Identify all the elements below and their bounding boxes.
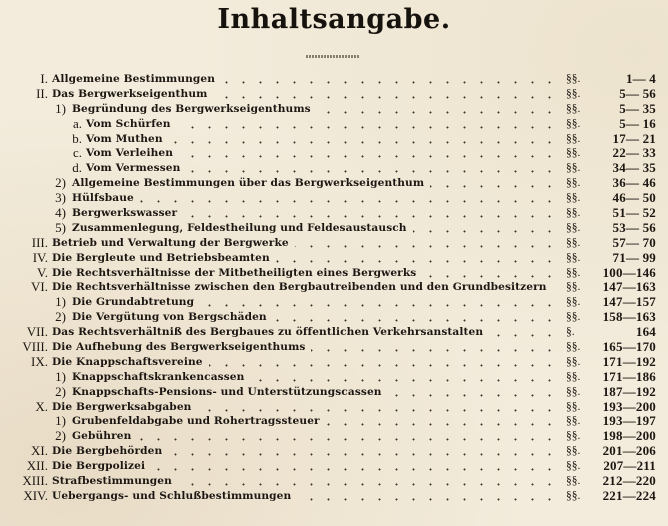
entry-title: Vom Muthen [86, 132, 163, 145]
section-sign: §§. [566, 117, 581, 130]
toc-entry [0, 444, 668, 459]
section-range: 201—206 [602, 443, 656, 459]
dot-leader [197, 400, 560, 415]
toc-entry [0, 206, 668, 221]
entry-number: XI. [31, 443, 48, 459]
entry-title: Die Knappschaftsvereine [52, 355, 203, 368]
entry-number: 5) [55, 219, 66, 235]
dot-leader [200, 295, 560, 310]
section-sign: §§. [566, 475, 581, 488]
entry-title: Grubenfeldabgabe und Rohertragssteuer [72, 415, 320, 428]
toc-entry [0, 221, 668, 236]
section-sign: §§. [566, 102, 581, 115]
dot-leader [186, 161, 560, 176]
entry-title: Das Bergwerkseigenthum [52, 87, 208, 100]
entry-title: Die Grundabtretung [72, 296, 195, 309]
entry-number: XII. [26, 458, 48, 474]
toc-entry [0, 385, 668, 400]
dot-leader [273, 310, 560, 325]
section-sign: §§. [566, 281, 581, 294]
entry-number: VIII. [22, 339, 48, 355]
entry-number: III. [31, 234, 48, 250]
toc-entry [0, 191, 668, 206]
dot-leader [326, 414, 560, 429]
toc-entry [0, 251, 668, 266]
section-range: 221—224 [602, 487, 656, 503]
dot-leader [221, 72, 560, 87]
toc-entry [0, 161, 668, 176]
entry-number: 1) [55, 294, 66, 310]
section-range: 147—163 [602, 279, 656, 295]
section-range: 100—146 [602, 264, 656, 280]
entry-title: Das Rechtsverhältniß des Bergbaues zu öffentlichen Verkehrsanstalten [52, 326, 484, 339]
section-sign: §§. [566, 132, 581, 145]
entry-title: Die Bergbehörden [52, 445, 163, 458]
section-range: 36— 46 [612, 175, 656, 191]
section-range: 1— 4 [625, 71, 656, 86]
dot-leader [137, 429, 560, 444]
dot-leader [553, 280, 560, 295]
entry-number: IX. [31, 353, 48, 369]
toc-entry [0, 400, 668, 415]
entry-title: Die Rechtsverhältnisse der Mitbetheiligten eines Bergwerks [52, 266, 417, 279]
toc-entry [0, 459, 668, 474]
dot-leader [177, 117, 560, 132]
entry-title: Vom Vermessen [86, 162, 181, 175]
entry-title: Die Bergwerksabgaben [52, 400, 192, 413]
section-range: 198—200 [602, 428, 656, 444]
entry-number: 1) [55, 413, 66, 429]
entry-title: Betrieb und Verwaltung der Bergwerke [52, 236, 289, 249]
entry-number: II. [36, 85, 48, 101]
section-range: 17— 21 [612, 130, 656, 146]
toc-entry [0, 87, 668, 102]
section-sign: §§. [566, 355, 581, 368]
dot-leader [169, 132, 560, 147]
dot-leader [413, 221, 560, 236]
entry-title: Allgemeine Bestimmungen über das Bergwerkseigenthum [72, 177, 425, 190]
section-range: 5— 35 [619, 100, 656, 116]
entry-title: Die Bergpolizei [52, 460, 146, 473]
section-sign: §§. [566, 251, 581, 264]
entry-title: Vom Schürfen [86, 117, 171, 130]
section-sign: §§. [566, 311, 581, 324]
entry-number: XIV. [23, 487, 48, 503]
entry-title: Bergwerkswasser [72, 207, 178, 220]
toc-entry [0, 295, 668, 310]
entry-title: Begründung des Bergwerkseigenthums [72, 102, 311, 115]
entry-title: Hülfsbaue [72, 192, 134, 205]
dot-leader [276, 251, 560, 266]
dot-leader [430, 176, 560, 191]
section-sign: §§. [566, 445, 581, 458]
section-sign: §§. [566, 236, 581, 249]
dot-leader [179, 146, 560, 161]
entry-number: 2) [55, 428, 66, 444]
toc-entry [0, 236, 668, 251]
section-range: 158—163 [602, 309, 656, 325]
section-sign: §§. [566, 385, 581, 398]
section-range: 5— 16 [619, 115, 656, 131]
toc-entry [0, 266, 668, 281]
toc-entry [0, 280, 668, 295]
toc-entry [0, 132, 668, 147]
toc-entry [0, 370, 668, 385]
entry-title: Die Vergütung von Bergschäden [72, 311, 267, 324]
section-range: 212—220 [602, 473, 656, 489]
entry-number: b. [72, 130, 82, 146]
dot-leader [213, 87, 560, 102]
section-sign: §§. [566, 460, 581, 473]
entry-title: Knappschaftskrankencassen [72, 370, 245, 383]
entry-number: 1) [55, 100, 66, 116]
toc-entry [0, 72, 668, 87]
section-sign: §§. [566, 430, 581, 443]
entry-title: Gebühren [72, 430, 132, 443]
entry-number: V. [37, 264, 48, 280]
dot-leader [168, 444, 560, 459]
dot-leader [297, 489, 560, 504]
section-sign: §§. [566, 147, 581, 160]
dot-leader [388, 385, 560, 400]
dot-leader [183, 206, 560, 221]
dot-leader [209, 355, 560, 370]
page-title: Inhaltsangabe. [217, 4, 451, 35]
section-sign: §§. [566, 489, 581, 502]
entry-number: 2) [55, 175, 66, 191]
section-sign: §§. [566, 400, 581, 413]
dot-leader [422, 266, 560, 281]
section-range: 57— 70 [612, 234, 656, 250]
section-range: 5— 56 [619, 85, 656, 101]
entry-number: 1) [55, 368, 66, 384]
toc-entry [0, 355, 668, 370]
section-range: 187—192 [602, 383, 656, 399]
toc-entry [0, 325, 668, 340]
section-range: 193—197 [602, 413, 656, 429]
section-range: 171—186 [602, 368, 656, 384]
entry-number: 2) [55, 383, 66, 399]
section-range: 71— 99 [612, 249, 656, 265]
table-of-contents [0, 72, 668, 504]
section-range: 171—192 [602, 353, 656, 369]
section-sign: §§. [566, 266, 581, 279]
section-range: 207—211 [603, 458, 656, 474]
entry-number: I. [40, 71, 48, 86]
entry-title: Die Rechtsverhältnisse zwischen den Bergbautreibenden und den Grundbesitzern [52, 281, 547, 294]
toc-entry [0, 489, 668, 504]
section-range: 46— 50 [612, 190, 656, 206]
section-sign: §§. [566, 296, 581, 309]
entry-title: Strafbestimmungen [52, 475, 172, 488]
toc-entry [0, 340, 668, 355]
toc-entry [0, 176, 668, 191]
entry-title: Allgemeine Bestimmungen [52, 73, 216, 85]
entry-title: Vom Verleihen [86, 147, 174, 160]
entry-number: VII. [26, 324, 48, 340]
entry-title: Die Bergleute und Betriebsbeamten [52, 251, 270, 264]
entry-number: 2) [55, 309, 66, 325]
section-sign: §§. [566, 162, 581, 175]
entry-title: Uebergangs- und Schlußbestimmungen [52, 489, 292, 502]
entry-number: 4) [55, 205, 66, 221]
section-sign: §§. [566, 341, 581, 354]
toc-entry [0, 146, 668, 161]
section-range: 34— 35 [612, 160, 656, 176]
section-range: 22— 33 [612, 145, 656, 161]
section-sign: §§. [566, 415, 581, 428]
toc-entry [0, 102, 668, 117]
section-range: 147—157 [602, 294, 656, 310]
entry-number: 3) [55, 190, 66, 206]
dot-leader [140, 191, 560, 206]
dot-leader [489, 325, 560, 340]
title-ornament-rule [306, 55, 360, 58]
section-sign: §§. [566, 207, 581, 220]
dot-leader [151, 459, 560, 474]
section-sign: §§. [566, 87, 581, 100]
toc-entry [0, 414, 668, 429]
section-sign: §§. [566, 73, 581, 85]
entry-number: VI. [31, 279, 48, 295]
toc-entry [0, 429, 668, 444]
toc-entry [0, 310, 668, 325]
dot-leader [317, 102, 560, 117]
dot-leader [295, 236, 560, 251]
section-sign: §§. [566, 177, 581, 190]
entry-title: Zusammenlegung, Feldestheilung und Feldesaustausch [72, 221, 407, 234]
entry-number: XIII. [22, 473, 48, 489]
entry-title: Knappschafts-Pensions- und Unterstützungscassen [72, 385, 382, 398]
section-sign: §§. [566, 192, 581, 205]
section-sign: §§. [566, 221, 581, 234]
section-range: 165—170 [602, 339, 656, 355]
entry-title: Die Aufhebung des Bergwerkseigenthums [52, 341, 306, 354]
entry-number: IV. [32, 249, 48, 265]
section-range: 164 [635, 324, 656, 340]
section-sign: §. [566, 326, 575, 339]
entry-number: a. [72, 115, 82, 131]
entry-number: X. [35, 398, 48, 414]
section-sign: §§. [566, 370, 581, 383]
dot-leader [178, 474, 560, 489]
section-range: 51— 52 [612, 205, 656, 221]
section-range: 53— 56 [612, 219, 656, 235]
section-range: 193—200 [602, 398, 656, 414]
dot-leader [311, 340, 560, 355]
toc-entry [0, 474, 668, 489]
entry-number: c. [72, 145, 82, 161]
entry-number: d. [72, 160, 82, 176]
toc-entry [0, 117, 668, 132]
dot-leader [250, 370, 560, 385]
